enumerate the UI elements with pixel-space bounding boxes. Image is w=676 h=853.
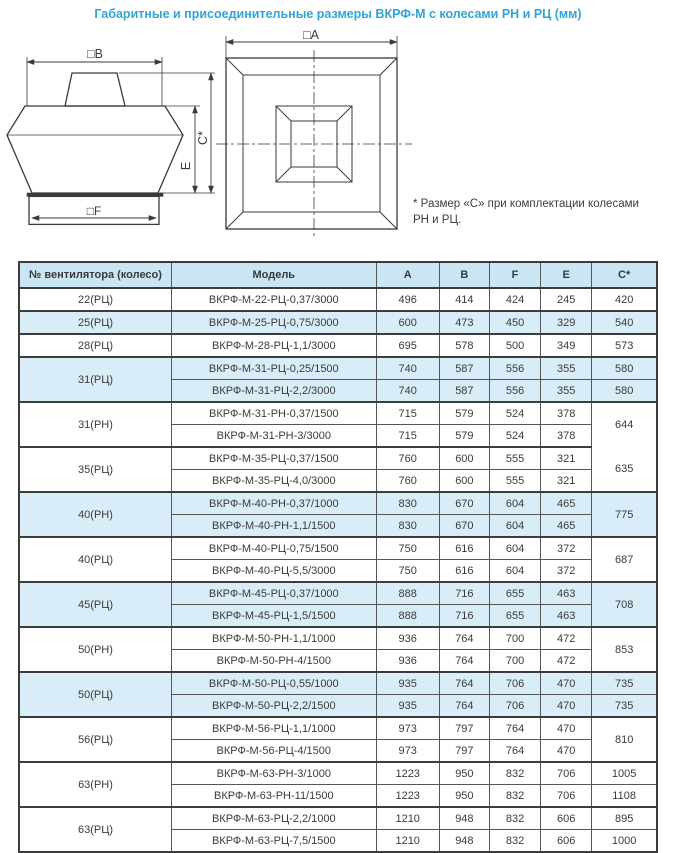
dim-a-cell: 1210 bbox=[376, 807, 439, 830]
dim-e-cell: 355 bbox=[541, 357, 592, 380]
side-view-drawing bbox=[7, 57, 215, 224]
dim-b-cell: 473 bbox=[439, 311, 489, 334]
fan-number-cell: 40(РЦ) bbox=[19, 537, 171, 582]
dim-b-cell: 950 bbox=[439, 785, 489, 808]
dim-c-cell: 708 bbox=[592, 582, 657, 627]
model-cell: ВКРФ-М-50-РЦ-2,2/1500 bbox=[171, 695, 376, 718]
model-cell: ВКРФ-М-28-РЦ-1,1/3000 bbox=[171, 334, 376, 357]
dim-c-cell: 644 bbox=[592, 402, 657, 447]
dim-a-cell: 750 bbox=[376, 560, 439, 583]
dimensions-table bbox=[18, 261, 658, 853]
fan-number-cell: 63(РЦ) bbox=[19, 807, 171, 852]
dim-a-cell: 888 bbox=[376, 605, 439, 628]
dim-b-cell: 616 bbox=[439, 560, 489, 583]
dim-f-cell: 555 bbox=[489, 447, 540, 470]
fan-number-cell: 31(РЦ) bbox=[19, 357, 171, 402]
dim-a-cell: 830 bbox=[376, 492, 439, 515]
dim-c-cell: 687 bbox=[592, 537, 657, 582]
dim-a-cell: 496 bbox=[376, 288, 439, 311]
dim-e-cell: 470 bbox=[541, 672, 592, 695]
header-fan-number: № вентилятора (колесо) bbox=[19, 262, 171, 288]
dim-c-cell: 1108 bbox=[592, 785, 657, 808]
dim-b-cell: 414 bbox=[439, 288, 489, 311]
dim-c-cell: 853 bbox=[592, 627, 657, 672]
table-row bbox=[19, 672, 657, 695]
dim-f-cell: 832 bbox=[489, 785, 540, 808]
model-cell: ВКРФ-М-56-РЦ-4/1500 bbox=[171, 740, 376, 763]
dim-a-cell: 973 bbox=[376, 740, 439, 763]
dim-b-cell: 764 bbox=[439, 627, 489, 650]
top-view-drawing bbox=[216, 36, 412, 238]
model-cell: ВКРФ-М-35-РЦ-4,0/3000 bbox=[171, 470, 376, 493]
fan-number-cell: 50(РН) bbox=[19, 627, 171, 672]
dim-c-cell: 810 bbox=[592, 717, 657, 762]
dim-a-cell: 1210 bbox=[376, 830, 439, 853]
dim-b-cell: 600 bbox=[439, 470, 489, 493]
dim-a-cell: 750 bbox=[376, 537, 439, 560]
outer-square-shape bbox=[226, 58, 397, 229]
dim-e-cell: 378 bbox=[541, 402, 592, 425]
dim-b-cell: 670 bbox=[439, 515, 489, 538]
model-cell: ВКРФ-М-50-РЦ-0,55/1000 bbox=[171, 672, 376, 695]
table-row bbox=[19, 311, 657, 334]
dim-f-cell: 832 bbox=[489, 830, 540, 853]
dim-f-cell: 706 bbox=[489, 695, 540, 718]
header-f: F bbox=[489, 262, 540, 288]
dim-b-cell: 797 bbox=[439, 717, 489, 740]
dim-f-cell: 700 bbox=[489, 627, 540, 650]
dim-b-cell: 764 bbox=[439, 695, 489, 718]
dim-b-cell: 587 bbox=[439, 357, 489, 380]
dim-b-cell: 579 bbox=[439, 402, 489, 425]
dim-f-cell: 555 bbox=[489, 470, 540, 493]
dim-e-cell: 349 bbox=[541, 334, 592, 357]
dim-f-cell: 556 bbox=[489, 357, 540, 380]
drawings-section bbox=[0, 28, 676, 258]
fan-number-cell: 22(РЦ) bbox=[19, 288, 171, 311]
model-cell: ВКРФ-М-63-РН-11/1500 bbox=[171, 785, 376, 808]
dim-e-cell: 463 bbox=[541, 582, 592, 605]
dim-label-f: □F bbox=[86, 204, 102, 218]
dim-f-cell: 832 bbox=[489, 762, 540, 785]
fan-number-cell: 35(РЦ) bbox=[19, 447, 171, 492]
dim-e-cell: 465 bbox=[541, 515, 592, 538]
fan-number-cell: 31(РН) bbox=[19, 402, 171, 447]
dim-e-cell: 470 bbox=[541, 740, 592, 763]
fan-number-cell: 25(РЦ) bbox=[19, 311, 171, 334]
dim-c-cell: 895 bbox=[592, 807, 657, 830]
header-e: E bbox=[541, 262, 592, 288]
table-row bbox=[19, 357, 657, 380]
table-row bbox=[19, 492, 657, 515]
model-cell: ВКРФ-М-63-РЦ-2,2/1000 bbox=[171, 807, 376, 830]
dim-c-cell: 1005 bbox=[592, 762, 657, 785]
dim-b-cell: 764 bbox=[439, 672, 489, 695]
dim-b-cell: 578 bbox=[439, 334, 489, 357]
dim-a-cell: 600 bbox=[376, 311, 439, 334]
dim-e-cell: 606 bbox=[541, 807, 592, 830]
table-row bbox=[19, 402, 657, 425]
dim-c-cell: 735 bbox=[592, 695, 657, 718]
table-row bbox=[19, 627, 657, 650]
dim-c-cell: 775 bbox=[592, 492, 657, 537]
dim-f-cell: 450 bbox=[489, 311, 540, 334]
model-cell: ВКРФ-М-31-РН-0,37/1500 bbox=[171, 402, 376, 425]
dim-b-cell: 948 bbox=[439, 807, 489, 830]
model-cell: ВКРФ-М-40-РН-1,1/1500 bbox=[171, 515, 376, 538]
model-cell: ВКРФ-М-50-РН-4/1500 bbox=[171, 650, 376, 673]
model-cell: ВКРФ-М-31-РЦ-0,25/1500 bbox=[171, 357, 376, 380]
dim-f-cell: 655 bbox=[489, 605, 540, 628]
dim-e-cell: 245 bbox=[541, 288, 592, 311]
table-row bbox=[19, 288, 657, 311]
dim-a-cell: 888 bbox=[376, 582, 439, 605]
fan-number-cell: 50(РЦ) bbox=[19, 672, 171, 717]
dim-b-cell: 950 bbox=[439, 762, 489, 785]
dim-f-cell: 655 bbox=[489, 582, 540, 605]
model-cell: ВКРФ-М-35-РЦ-0,37/1500 bbox=[171, 447, 376, 470]
dim-b-cell: 764 bbox=[439, 650, 489, 673]
table-row bbox=[19, 582, 657, 605]
table-row bbox=[19, 807, 657, 830]
page-title: Габаритные и присоединительные размеры ВКРФ-М с колесами РН и РЦ (мм) bbox=[94, 7, 582, 21]
fan-number-cell: 63(РН) bbox=[19, 762, 171, 807]
motor-cap-shape bbox=[65, 73, 125, 106]
table-row bbox=[19, 717, 657, 740]
footnote-line-1: * Размер «С» при комплектации колесами bbox=[413, 198, 639, 210]
dim-a-cell: 715 bbox=[376, 402, 439, 425]
model-cell: ВКРФ-М-31-РЦ-2,2/3000 bbox=[171, 380, 376, 403]
table-row bbox=[19, 334, 657, 357]
table-row bbox=[19, 762, 657, 785]
table-row bbox=[19, 447, 657, 470]
dim-label-c: C* bbox=[196, 131, 210, 145]
dim-a-cell: 760 bbox=[376, 447, 439, 470]
dim-a-cell: 936 bbox=[376, 627, 439, 650]
dim-f-cell: 700 bbox=[489, 650, 540, 673]
dim-e-cell: 472 bbox=[541, 650, 592, 673]
model-cell: ВКРФ-М-45-РЦ-0,37/1000 bbox=[171, 582, 376, 605]
dim-b-cell: 797 bbox=[439, 740, 489, 763]
dim-c-cell: 735 bbox=[592, 672, 657, 695]
dim-c-cell: 580 bbox=[592, 357, 657, 380]
dim-a-cell: 1223 bbox=[376, 785, 439, 808]
model-cell: ВКРФ-М-50-РН-1,1/1000 bbox=[171, 627, 376, 650]
header-a: A bbox=[376, 262, 439, 288]
table-header-row bbox=[19, 262, 657, 288]
dim-e-cell: 329 bbox=[541, 311, 592, 334]
dim-e-cell: 470 bbox=[541, 695, 592, 718]
size-table-body bbox=[19, 288, 657, 852]
dim-b-cell: 587 bbox=[439, 380, 489, 403]
dim-a-cell: 760 bbox=[376, 470, 439, 493]
dim-a-cell: 740 bbox=[376, 357, 439, 380]
dim-f-cell: 604 bbox=[489, 537, 540, 560]
dim-b-cell: 716 bbox=[439, 582, 489, 605]
fan-number-cell: 40(РН) bbox=[19, 492, 171, 537]
dim-e-cell: 378 bbox=[541, 425, 592, 448]
dim-c-cell: 540 bbox=[592, 311, 657, 334]
model-cell: ВКРФ-М-22-РЦ-0,37/3000 bbox=[171, 288, 376, 311]
dim-f-cell: 706 bbox=[489, 672, 540, 695]
dim-c-cell: 573 bbox=[592, 334, 657, 357]
dim-a-cell: 715 bbox=[376, 425, 439, 448]
model-cell: ВКРФ-М-40-РЦ-5,5/3000 bbox=[171, 560, 376, 583]
dim-label-b: □B bbox=[87, 47, 103, 61]
dim-e-cell: 321 bbox=[541, 447, 592, 470]
dim-a-cell: 1223 bbox=[376, 762, 439, 785]
dim-f-cell: 764 bbox=[489, 717, 540, 740]
dim-e-cell: 606 bbox=[541, 830, 592, 853]
dim-e-cell: 372 bbox=[541, 537, 592, 560]
header-c: C* bbox=[592, 262, 657, 288]
fan-number-cell: 28(РЦ) bbox=[19, 334, 171, 357]
dim-f-cell: 524 bbox=[489, 402, 540, 425]
header-model: Модель bbox=[171, 262, 376, 288]
dim-b-cell: 616 bbox=[439, 537, 489, 560]
dim-label-e: E bbox=[179, 161, 193, 171]
dim-c-cell: 420 bbox=[592, 288, 657, 311]
fan-number-cell: 45(РЦ) bbox=[19, 582, 171, 627]
dim-a-cell: 936 bbox=[376, 650, 439, 673]
dim-e-cell: 372 bbox=[541, 560, 592, 583]
footnote bbox=[413, 196, 653, 228]
dim-a-cell: 935 bbox=[376, 672, 439, 695]
dim-f-cell: 604 bbox=[489, 492, 540, 515]
model-cell: ВКРФ-М-40-РЦ-0,75/1500 bbox=[171, 537, 376, 560]
dim-a-cell: 973 bbox=[376, 717, 439, 740]
dim-a-cell: 935 bbox=[376, 695, 439, 718]
model-cell: ВКРФ-М-63-РЦ-7,5/1500 bbox=[171, 830, 376, 853]
dim-e-cell: 472 bbox=[541, 627, 592, 650]
dim-c-cell: 1000 bbox=[592, 830, 657, 853]
model-cell: ВКРФ-М-45-РЦ-1,5/1500 bbox=[171, 605, 376, 628]
dim-a-cell: 830 bbox=[376, 515, 439, 538]
dim-f-cell: 604 bbox=[489, 515, 540, 538]
footnote-line-2: РН и РЦ. bbox=[413, 214, 462, 226]
dim-b-cell: 670 bbox=[439, 492, 489, 515]
table-row bbox=[19, 537, 657, 560]
dim-e-cell: 470 bbox=[541, 717, 592, 740]
dim-e-cell: 321 bbox=[541, 470, 592, 493]
dim-e-cell: 706 bbox=[541, 762, 592, 785]
model-cell: ВКРФ-М-40-РН-0,37/1000 bbox=[171, 492, 376, 515]
dim-e-cell: 706 bbox=[541, 785, 592, 808]
dim-e-cell: 463 bbox=[541, 605, 592, 628]
dim-c-cell: 635 bbox=[592, 447, 657, 492]
dim-b-cell: 716 bbox=[439, 605, 489, 628]
dim-b-cell: 579 bbox=[439, 425, 489, 448]
dim-f-cell: 764 bbox=[489, 740, 540, 763]
dim-f-cell: 524 bbox=[489, 425, 540, 448]
header-b: B bbox=[439, 262, 489, 288]
model-cell: ВКРФ-М-56-РЦ-1,1/1000 bbox=[171, 717, 376, 740]
fan-body-shape bbox=[7, 106, 183, 193]
dim-f-cell: 832 bbox=[489, 807, 540, 830]
dim-a-cell: 695 bbox=[376, 334, 439, 357]
dim-f-cell: 556 bbox=[489, 380, 540, 403]
dim-f-cell: 424 bbox=[489, 288, 540, 311]
dim-b-cell: 600 bbox=[439, 447, 489, 470]
dim-c-cell: 580 bbox=[592, 380, 657, 403]
model-cell: ВКРФ-М-25-РЦ-0,75/3000 bbox=[171, 311, 376, 334]
dim-e-cell: 355 bbox=[541, 380, 592, 403]
model-cell: ВКРФ-М-31-РН-3/3000 bbox=[171, 425, 376, 448]
fan-number-cell: 56(РЦ) bbox=[19, 717, 171, 762]
model-cell: ВКРФ-М-63-РН-3/1000 bbox=[171, 762, 376, 785]
dim-label-a: □A bbox=[303, 28, 319, 42]
dim-a-cell: 740 bbox=[376, 380, 439, 403]
dim-b-cell: 948 bbox=[439, 830, 489, 853]
dim-f-cell: 500 bbox=[489, 334, 540, 357]
dim-e-cell: 465 bbox=[541, 492, 592, 515]
dim-f-cell: 604 bbox=[489, 560, 540, 583]
